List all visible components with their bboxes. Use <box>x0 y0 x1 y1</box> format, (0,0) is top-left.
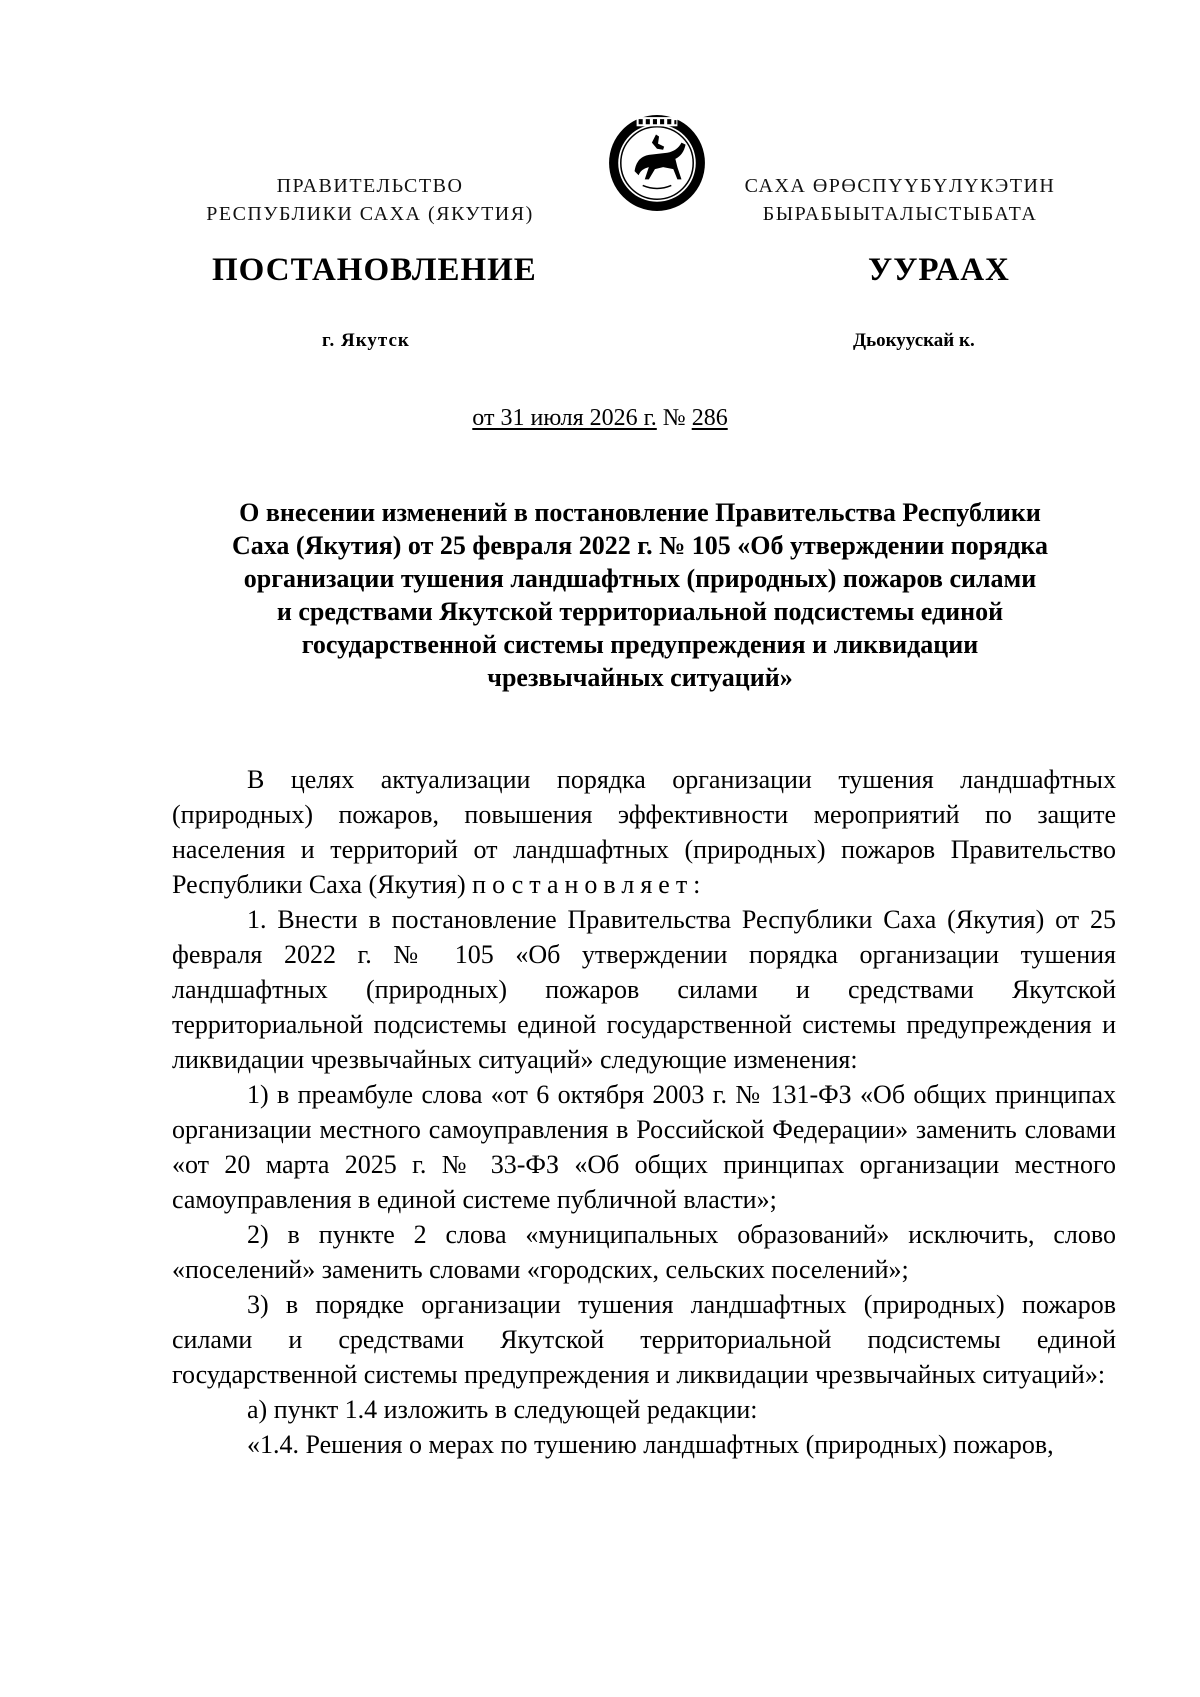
document-body <box>172 762 1116 1462</box>
number-sign: № <box>656 405 692 431</box>
subject-line: организации тушения ландшафтных (природных) пожаров силами <box>243 564 1037 593</box>
yakutia-coat-of-arms-emblem <box>606 112 708 214</box>
government-name-sakha-line2: БЫРАБЫЫТАЛЫСТЫБАТА <box>762 203 1038 225</box>
paragraph-quote-1-4: «1.4. Решения о мерах по тушению ландшафтных (природных) пожаров, <box>247 1430 1054 1459</box>
subject-line: чрезвычайных ситуаций» <box>487 663 793 692</box>
preamble-paragraph <box>172 762 1116 902</box>
resolves-word: постановляет: <box>472 870 707 899</box>
paragraph-subitem-a: а) пункт 1.4 изложить в следующей редакции: <box>247 1395 758 1424</box>
paragraph-subitem-3: 3) в порядке организации тушения ландшафтных (природных) пожаров силами и средствами Якутской территориальной подсистемы единой государственной системы предупреждения и ликвидации чрезвычайных ситуаций»: <box>172 1290 1116 1389</box>
paragraph-subitem-1: 1) в преамбуле слова «от 6 октября 2003 г. № 131-ФЗ «Об общих принципах организации местного самоуправления в Российской Федерации» заменить словами «от 20 марта 2025 г. № 33-ФЗ «Об общих принципах организации местного самоуправления в единой системе публичной власти»; <box>172 1080 1116 1214</box>
city-ru: г. Якутск <box>322 330 410 351</box>
government-name-ru <box>170 172 570 228</box>
subject-line: О внесении изменений в постановление Правительства Республики <box>239 498 1041 527</box>
document-type-sakha: УУРААХ <box>868 252 1010 288</box>
date-number-line <box>0 405 1200 432</box>
document-date: от 31 июля 2026 г. <box>472 405 657 431</box>
government-name-sakha <box>700 172 1100 228</box>
government-name-ru-line1: ПРАВИТЕЛЬСТВО <box>276 175 464 197</box>
subject-line: Саха (Якутия) от 25 февраля 2022 г. № 105 «Об утверждении порядка <box>231 531 1049 560</box>
government-name-sakha-line1: САХА ӨРӨСПҮҮБҮЛҮКЭТИН <box>744 175 1056 197</box>
preamble-text: В целях актуализации порядка организации тушения ландшафтных (природных) пожаров, повышения эффективности мероприятий по защите населения и территорий от ландшафтных (природных) пожаров Правительство Республики Саха (Якутия) <box>172 765 1116 899</box>
government-name-ru-line2: РЕСПУБЛИКИ САХА (ЯКУТИЯ) <box>206 203 534 225</box>
subject-line: государственной системы предупреждения и ликвидации <box>301 630 979 659</box>
document-subject <box>160 496 1120 694</box>
document-type-ru: ПОСТАНОВЛЕНИЕ <box>212 252 537 288</box>
subject-line: и средствами Якутской территориальной подсистемы единой <box>276 597 1004 626</box>
document-number: 286 <box>691 405 728 431</box>
city-sakha: Дьокуускай к. <box>853 330 975 351</box>
paragraph-item-1: 1. Внести в постановление Правительства Республики Саха (Якутия) от 25 февраля 2022 г. № 105 «Об утверждении порядка организации тушения ландшафтных (природных) пожаров силами и средствами Якутской территориальной подсистемы единой государственной системы предупреждения и ликвидации чрезвычайных ситуаций» следующие изменения: <box>172 905 1116 1074</box>
paragraph-subitem-2: 2) в пункте 2 слова «муниципальных образований» исключить, слово «поселений» заменить словами «городских, сельских поселений»; <box>172 1220 1116 1284</box>
